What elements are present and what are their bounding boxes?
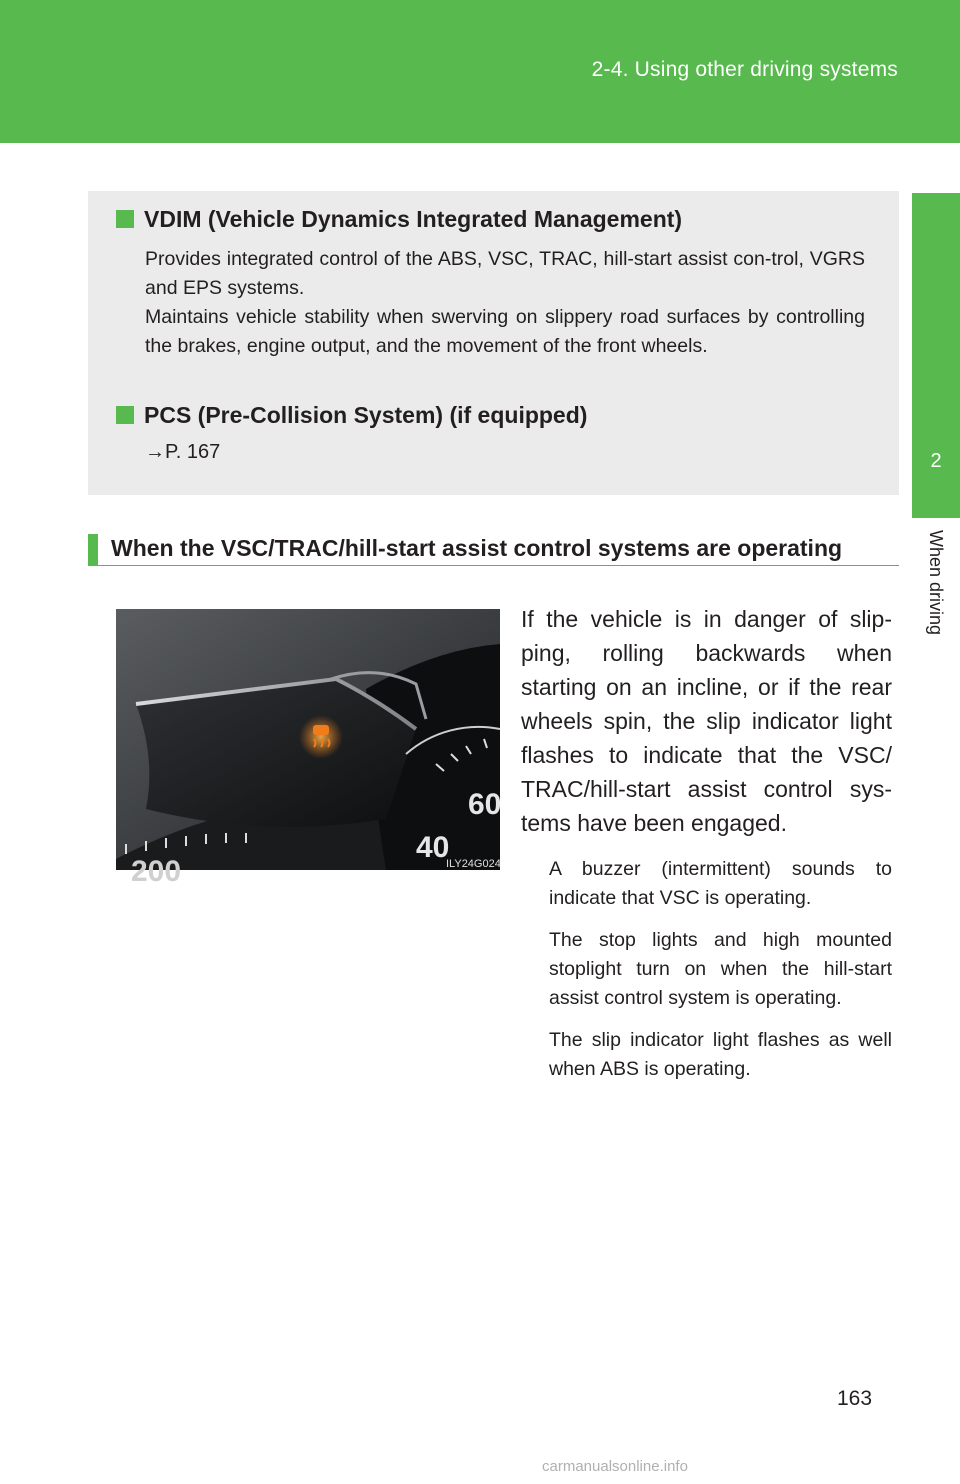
gauge-number: 40	[416, 831, 450, 864]
vdim-line-1: Provides integrated control of the ABS, VSC, TRAC, hill-start assist con-trol, VGRS and EPS systems.	[145, 248, 865, 299]
note-item: The stop lights and high mounted stoplight turn on when the hill-start assist control system is operating.	[549, 929, 892, 1009]
section-heading	[88, 534, 899, 566]
green-square-bullet-icon	[116, 210, 134, 228]
green-square-bullet-icon	[116, 406, 134, 424]
section-breadcrumb: 2-4. Using other driving systems	[591, 58, 898, 81]
section-heading-bar	[88, 534, 98, 565]
chapter-number: 2	[930, 450, 942, 472]
pcs-page-reference[interactable]: →P. 167	[145, 441, 221, 463]
watermark: carmanualsonline.info	[542, 1458, 688, 1475]
note-item: A buzzer (intermittent) sounds to indicate that VSC is operating.	[549, 858, 892, 909]
note-item: The slip indicator light flashes as well when ABS is operating.	[549, 1029, 892, 1080]
page-header	[0, 0, 960, 143]
vdim-line-2: Maintains vehicle stability when swerving on slippery road surfaces by controlling the brakes, engine output, and the movement of the front wheels.	[145, 306, 865, 357]
instrument-cluster-photo	[116, 609, 502, 888]
chapter-label: When driving	[926, 530, 946, 636]
pcs-heading: PCS (Pre-Collision System) (if equipped)	[116, 402, 587, 429]
section-title: When the VSC/TRAC/hill-start assist control systems are operating	[111, 535, 843, 561]
gauge-number: 200	[131, 855, 182, 888]
page-number: 163	[837, 1387, 873, 1410]
gauge-number: 60	[468, 788, 502, 821]
chapter-tab	[912, 193, 960, 518]
vdim-description	[145, 245, 865, 361]
vdim-heading: VDIM (Vehicle Dynamics Integrated Management)	[116, 206, 682, 233]
info-box	[88, 191, 899, 495]
figure-code: ILY24G024	[446, 858, 501, 870]
section-body: If the vehicle is in danger of slip-ping, rolling backwards when starting on an incline, or if the rear wheels spin, the slip indicator light flashes to indicate that the VSC/ TRAC/hill-start assist control sys-tems have been engaged.	[521, 606, 892, 836]
